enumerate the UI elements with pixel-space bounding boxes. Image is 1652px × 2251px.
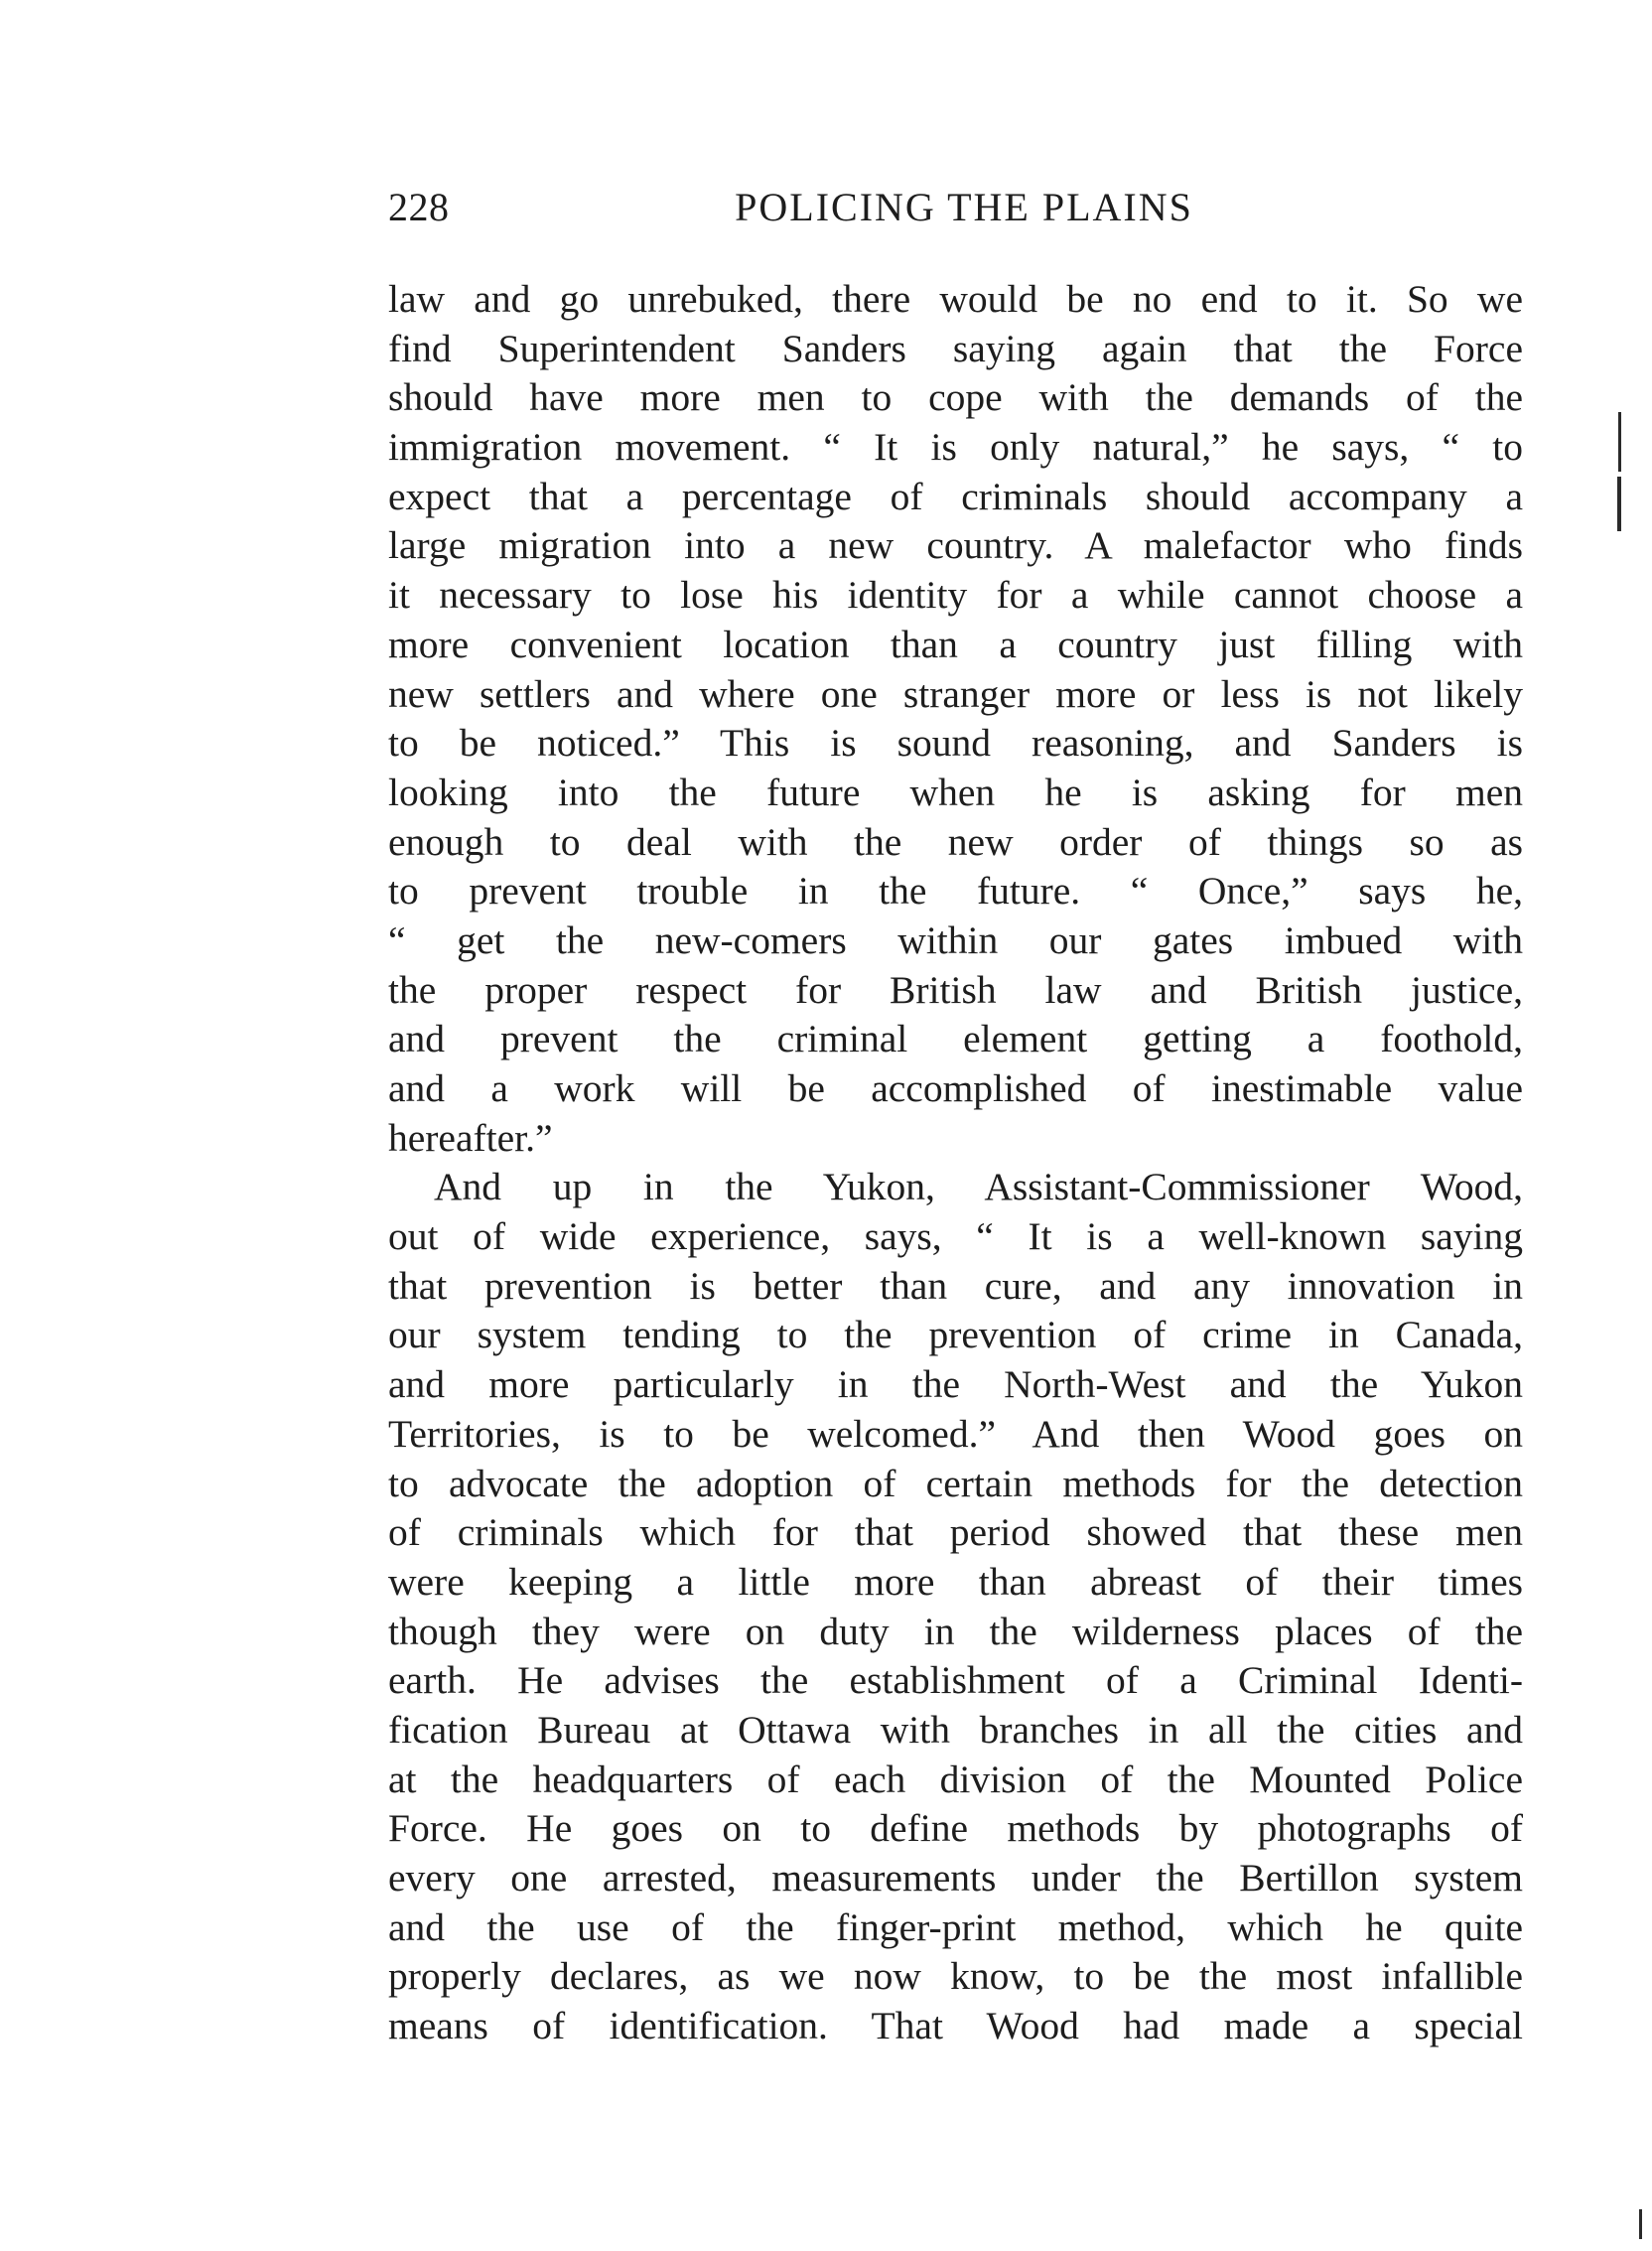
- text-line: find Superintendent Sanders saying again that the Force: [388, 326, 1523, 370]
- text-line: the proper respect for British law and British justice,: [388, 967, 1523, 1012]
- text-line: to prevent trouble in the future. “ Once,” says he,: [388, 869, 1523, 914]
- text-line: that prevention is better than cure, and any innovation in: [388, 1263, 1523, 1308]
- body-text: [388, 275, 1523, 2051]
- text-line: to be noticed.” This is sound reasoning, and Sanders is: [388, 721, 1523, 766]
- running-title: POLICING THE PLAINS: [735, 185, 1193, 229]
- text-line: hereafter.”: [388, 1115, 553, 1160]
- text-line: and prevent the criminal element getting a foothold,: [388, 1017, 1523, 1061]
- text-line: immigration movement. “ It is only natural,” he says, “ to: [388, 425, 1523, 470]
- page-header: [388, 184, 1540, 243]
- text-line: though they were on duty in the wilderness places of the: [388, 1609, 1523, 1653]
- text-line: “ get the new-comers within our gates imbued with: [388, 917, 1523, 962]
- paragraph-first-line: And up in the Yukon, Assistant-Commissioner Wood,: [434, 1165, 1523, 1209]
- text-line: to advocate the adoption of certain methods for the detection: [388, 1461, 1523, 1505]
- text-line: Force. He goes on to define methods by photographs of: [388, 1806, 1523, 1851]
- text-line: our system tending to the prevention of crime in Canada,: [388, 1313, 1523, 1357]
- text-line: large migration into a new country. A malefactor who finds: [388, 523, 1523, 568]
- scan-artifact-mark: [1618, 412, 1621, 472]
- scan-artifact-mark: [1639, 2209, 1642, 2239]
- text-line: of criminals which for that period showed that these men: [388, 1510, 1523, 1555]
- text-line: and the use of the finger-print method, which he quite: [388, 1904, 1523, 1949]
- text-line: at the headquarters of each division of the Mounted Police: [388, 1757, 1523, 1801]
- text-line: looking into the future when he is asking for men: [388, 770, 1523, 814]
- text-line: it necessary to lose his identity for a while cannot choose a: [388, 573, 1523, 618]
- text-line: enough to deal with the new order of things so as: [388, 819, 1523, 864]
- text-line: fication Bureau at Ottawa with branches in all the cities and: [388, 1707, 1523, 1752]
- text-line: out of wide experience, says, “ It is a well-known saying: [388, 1214, 1523, 1259]
- text-line: and more particularly in the North-West and the Yukon: [388, 1362, 1523, 1407]
- text-line: Territories, is to be welcomed.” And then Wood goes on: [388, 1411, 1523, 1456]
- text-line: should have more men to cope with the demands of the: [388, 375, 1523, 420]
- text-line: means of identification. That Wood had made a special: [388, 2004, 1523, 2048]
- text-line: new settlers and where one stranger more or less is not likely: [388, 671, 1523, 716]
- text-line: law and go unrebuked, there would be no end to it. So we: [388, 277, 1523, 321]
- scan-artifact-mark: [1617, 477, 1621, 531]
- text-line: were keeping a little more than abreast of their times: [388, 1559, 1523, 1604]
- text-line: more convenient location than a country just filling with: [388, 622, 1523, 666]
- page-number: 228: [388, 185, 450, 229]
- text-line: expect that a percentage of criminals should accompany a: [388, 474, 1523, 518]
- text-line: properly declares, as we now know, to be the most infallible: [388, 1954, 1523, 1999]
- text-line: and a work will be accomplished of inestimable value: [388, 1066, 1523, 1110]
- text-line: every one arrested, measurements under the Bertillon system: [388, 1856, 1523, 1899]
- text-line: earth. He advises the establishment of a Criminal Identi-: [388, 1658, 1523, 1703]
